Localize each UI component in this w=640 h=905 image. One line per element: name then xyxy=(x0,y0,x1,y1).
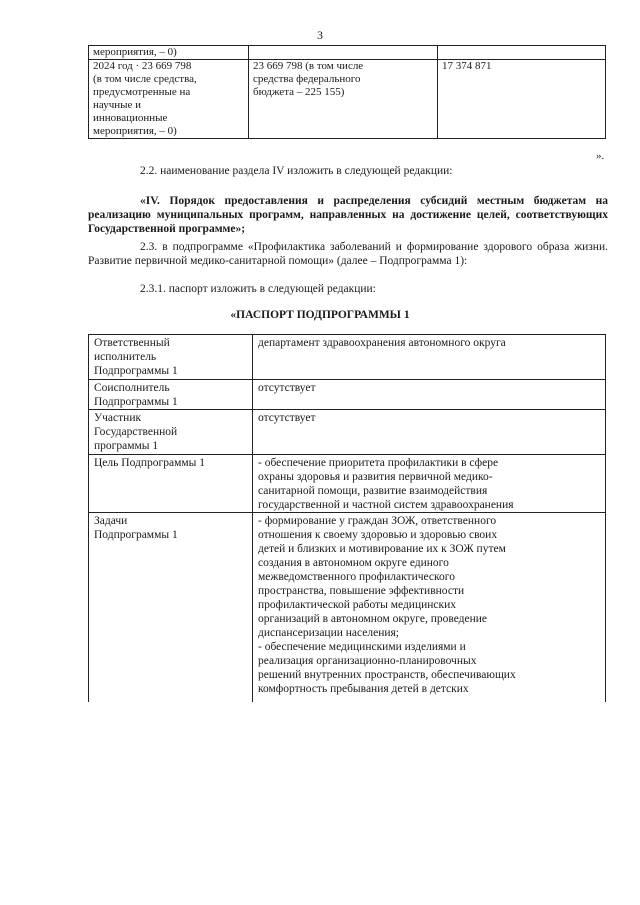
table-border xyxy=(88,512,606,513)
value-line: государственной и частной систем здравоохранения xyxy=(258,499,514,511)
table-border xyxy=(88,334,89,702)
passport-label xyxy=(94,514,249,542)
value-line: профилактической работы медицинских xyxy=(258,599,457,611)
cell-line: предусмотренные на xyxy=(93,86,191,98)
table-cell xyxy=(249,46,438,60)
table-row xyxy=(89,60,606,139)
table-border xyxy=(88,409,606,410)
value-line: организаций в автономном округе, проведение xyxy=(258,613,488,625)
cell-line: средства федерального xyxy=(253,73,361,85)
label-line: Цель Подпрограммы 1 xyxy=(94,457,205,469)
label-line: Задачи xyxy=(94,515,128,527)
table-border xyxy=(88,379,606,380)
value-line: диспансеризации населения; xyxy=(258,627,400,639)
value-line: комфортность пребывания детей в детских xyxy=(258,683,469,695)
value-line: департамент здравоохранения автономного округа xyxy=(258,337,506,349)
passport-label xyxy=(94,411,249,453)
value-line: - формирование у граждан ЗОЖ, ответственного xyxy=(258,515,497,527)
passport-value xyxy=(258,514,598,696)
value-line: решений внутренних пространств, обеспечивающих xyxy=(258,669,516,681)
closing-quote: ». xyxy=(596,150,605,162)
cell-line: бюджета – 225 155) xyxy=(253,86,345,98)
table-row xyxy=(89,46,606,60)
table-cell: 17 374 871 xyxy=(438,60,606,139)
cell-line: 2024 год · 23 669 798 xyxy=(93,60,192,72)
table-border xyxy=(88,454,606,455)
value-line: отношения к своему здоровью и здоровью своих xyxy=(258,529,498,541)
section-title-iv: «IV. Порядок предоставления и распределения субсидий местным бюджетам на реализацию муниципальных программ, направленных на достижение целей, соответствующих Государственной программе»; xyxy=(88,195,608,235)
table-border xyxy=(88,334,606,335)
funding-table-continuation xyxy=(88,45,606,139)
label-line: Ответственный xyxy=(94,337,170,349)
label-line: исполнитель xyxy=(94,351,157,363)
value-line: - обеспечение медицинскими изделиями и xyxy=(258,641,466,653)
passport-title: «ПАСПОРТ ПОДПРОГРАММЫ 1 xyxy=(230,309,410,321)
value-line: отсутствует xyxy=(258,412,316,424)
passport-value xyxy=(258,411,598,425)
value-line: межведомственного профилактического xyxy=(258,571,455,583)
label-line: Участник xyxy=(94,412,142,424)
label-line: Подпрограммы 1 xyxy=(94,396,178,408)
cell-line: (в том числе средства, xyxy=(93,73,197,85)
cell-line: 23 669 798 (в том числе xyxy=(253,60,364,72)
passport-label xyxy=(94,456,249,470)
passport-label xyxy=(94,381,249,409)
passport-value xyxy=(258,456,598,512)
table-border xyxy=(605,334,606,702)
passport-label xyxy=(94,336,249,378)
value-line: - обеспечение приоритета профилактики в сфере xyxy=(258,457,499,469)
value-line: пространства, повышение эффективности xyxy=(258,585,465,597)
passport-table xyxy=(88,334,606,702)
label-line: Подпрограммы 1 xyxy=(94,529,178,541)
passport-value xyxy=(258,336,598,350)
label-line: Соисполнитель xyxy=(94,382,170,394)
page-number: 3 xyxy=(317,28,323,42)
table-cell xyxy=(89,60,249,139)
label-line: Подпрограммы 1 xyxy=(94,365,178,377)
passport-value xyxy=(258,381,598,395)
cell-line: научные и xyxy=(93,99,142,111)
paragraph-2-3: 2.3. в подпрограмме «Профилактика заболеваний и формирование здорового образа жизни. Развитие первичной медико-санитарной помощи» (далее – Подпрограмма 1): xyxy=(88,241,608,267)
value-line: создания в автономном округе единого xyxy=(258,557,449,569)
table-cell xyxy=(438,46,606,60)
cell-line: мероприятия, – 0) xyxy=(93,125,177,137)
value-line: отсутствует xyxy=(258,382,316,394)
cell-line: инновационные xyxy=(93,112,168,124)
label-line: Государственной xyxy=(94,426,178,438)
paragraph-2-2: 2.2. наименование раздела IV изложить в следующей редакции: xyxy=(140,165,453,177)
table-cell: мероприятия, – 0) xyxy=(89,46,249,60)
value-line: санитарной помощи, развитие взаимодействия xyxy=(258,485,488,497)
table-cell xyxy=(249,60,438,139)
paragraph-2-3-1: 2.3.1. паспорт изложить в следующей редакции: xyxy=(140,283,376,295)
label-line: программы 1 xyxy=(94,440,159,452)
value-line: реализация организационно-планировочных xyxy=(258,655,477,667)
value-line: охраны здоровья и развития первичной медико- xyxy=(258,471,493,483)
value-line: детей и близких и мотивирование их к ЗОЖ путем xyxy=(258,543,506,555)
table-border xyxy=(252,334,253,702)
